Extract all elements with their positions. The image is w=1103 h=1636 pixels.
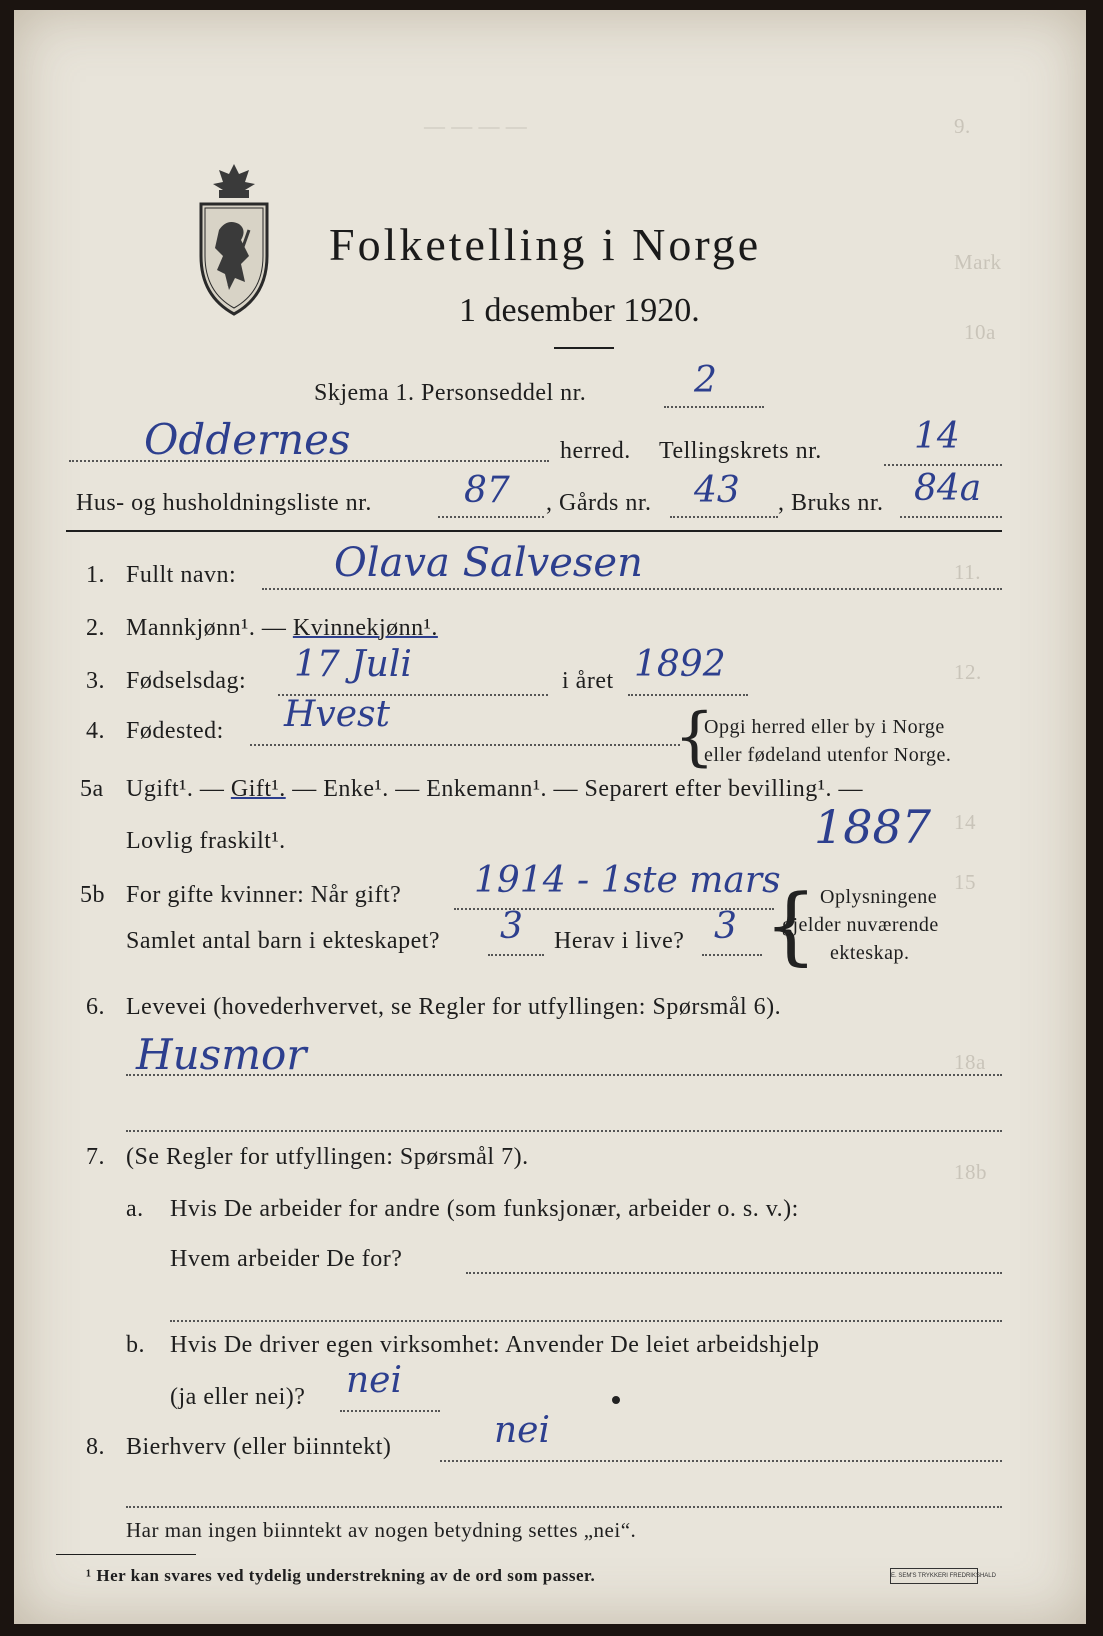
- husholdningsliste-field-line: [438, 516, 544, 518]
- bruks-label: , Bruks nr.: [778, 490, 884, 516]
- q5a-line2: Lovlig fraskilt¹.: [126, 828, 286, 854]
- header-divider: [66, 530, 1002, 532]
- q4-field-line: [250, 744, 680, 746]
- q5a-options: [126, 776, 863, 803]
- norwegian-coat-of-arms-icon: [189, 160, 279, 320]
- q3-value: 17 Juli: [294, 644, 412, 685]
- q5a-annotation: 1887: [814, 800, 932, 854]
- q4-number: 4.: [86, 718, 105, 744]
- q2-kvinnekjonn: Kvinnekjønn¹.: [292, 615, 438, 641]
- q3-label: Fødselsdag:: [126, 668, 247, 694]
- q5a-rest: — Enke¹. — Enkemann¹. — Separert efter bevilling¹. —: [285, 776, 863, 802]
- q8-field-line-2: [126, 1506, 1002, 1508]
- q7a-text2: Hvem arbeider De for?: [170, 1246, 403, 1272]
- q8-field-line-1: [440, 1460, 1002, 1462]
- gards-value: 43: [694, 470, 740, 511]
- q3-year-field-line: [628, 694, 748, 696]
- husholdningsliste-value: 87: [464, 470, 510, 511]
- form-title: Folketelling i Norge: [329, 219, 762, 270]
- personseddel-field-line: [664, 406, 764, 408]
- q6-field-line-2: [126, 1130, 1002, 1132]
- q7b-field-line: [340, 1410, 440, 1412]
- gards-label: , Gårds nr.: [546, 490, 652, 516]
- q5b-live-value: 3: [714, 906, 737, 947]
- q7a-letter: a.: [126, 1196, 144, 1222]
- q1-number: 1.: [86, 562, 105, 588]
- q4-brace: {: [674, 700, 715, 774]
- q2-mannkjonn: Mannkjønn¹. —: [126, 615, 293, 641]
- q5b-barn-label: Samlet antal barn i ekteskapet?: [126, 928, 441, 954]
- printer-stamp: E. SEM'S TRYKKERI FREDRIKSHALD: [890, 1568, 978, 1584]
- ink-dot: [612, 1396, 620, 1404]
- tellingskrets-value: 14: [914, 416, 960, 457]
- gards-field-line: [670, 516, 778, 518]
- q7b-value: nei: [346, 1360, 403, 1401]
- footnote: ¹ Her kan svares ved tydelig understrekning av de ord som passer.: [86, 1566, 596, 1585]
- q6-value: Husmor: [136, 1030, 307, 1079]
- q5b-brace: {: [764, 876, 818, 974]
- skjema-label: Skjema 1. Personseddel nr.: [314, 380, 587, 406]
- q3-number: 3.: [86, 668, 105, 694]
- q7b-text: Hvis De driver egen virksomhet: Anvender De leiet arbeidshjelp: [170, 1332, 820, 1358]
- q5b-note-1: Oplysningene: [820, 886, 938, 908]
- q5b-barn-field-line: [488, 954, 544, 956]
- tellingskrets-label: Tellingskrets nr.: [659, 438, 822, 464]
- q5b-note-3: ekteskap.: [830, 942, 910, 964]
- form-date: 1 desember 1920.: [459, 292, 700, 329]
- q7b-text2: (ja eller nei)?: [170, 1384, 306, 1410]
- q6-number: 6.: [86, 994, 105, 1020]
- q2-options: [126, 615, 438, 642]
- husholdningsliste-label: Hus- og husholdningsliste nr.: [76, 490, 372, 516]
- bruks-field-line: [900, 516, 1002, 518]
- footnote-divider: [56, 1554, 196, 1555]
- q5b-barn-value: 3: [500, 906, 523, 947]
- q6-field-line-1: [126, 1074, 1002, 1076]
- census-form-page: 9. — — — — Mark 10a 11. 12. 14 15 18a 18b Folketelling i Norge 1 desember 1920. Skjema 1. Personseddel nr. 2 Oddernes herred. Tellingskrets nr. 14 Hus- og husholdningsliste nr. 87 , Gårds nr. 43 , Bruks nr. 84a 1. Fullt navn: Olava Salvesen 2. Mannkjønn¹. — Kvinnekjønn¹. 3. Fødselsdag: 17 Juli i året 1892 4. Fødested: Hvest { Opgi herred eller by i Norge eller fødeland utenfor Norge. 5a Ugift¹. — Gift¹. — Enke¹. — Enkemann¹. — Separert efter bevilling¹. — Lovlig fraskilt¹. 1887 5b For gifte kvinner: Når gift? 1914 - 1ste mars Samlet antal barn i ekteskapet? 3 Herav i live? 3 { Oplysningene gjelder nuværende ekteskap. 6. Levevei (hovederhvervet, se Regler for utfyllingen: Spørsmål 6). Husmor 7. (Se Regler for utfyllingen: Spørsmål 7). a. Hvis De arbeider for andre (som funksjonær, arbeider o. s. v.): Hvem arbeider De for? b. Hvis De driver egen virksomhet: Anvender De leiet arbeidshjelp (ja eller nei)? nei 8. Bierhverv (eller biinntekt) nei Har man ingen biinntekt av nogen betydning settes „nei“. ¹ Her kan svares ved tydelig understrekning av de ord som passer. E. SEM'S TRYKKERI FREDRIKSHALD: [14, 10, 1086, 1624]
- herred-value: Oddernes: [144, 415, 351, 464]
- q5a-number: 5a: [80, 776, 104, 802]
- q7b-letter: b.: [126, 1332, 145, 1358]
- q8-value: nei: [494, 1410, 551, 1451]
- tellingskrets-field-line: [884, 464, 1002, 466]
- q4-note-1: Opgi herred eller by i Norge: [704, 716, 945, 738]
- q5b-number: 5b: [80, 882, 105, 908]
- q3-year-value: 1892: [634, 644, 726, 685]
- q5b-live-field-line: [702, 954, 762, 956]
- q1-value: Olava Salvesen: [334, 540, 643, 586]
- q8-number: 8.: [86, 1434, 105, 1460]
- q7a-field-line-1: [466, 1272, 1002, 1274]
- q5a-gift: Gift¹.: [230, 776, 286, 802]
- q5b-live-label: Herav i live?: [554, 928, 685, 954]
- bruks-value: 84a: [914, 468, 982, 509]
- q7a-field-line-2: [170, 1320, 1002, 1322]
- q4-value: Hvest: [284, 694, 390, 735]
- title-divider: [554, 347, 614, 349]
- q7a-text: Hvis De arbeider for andre (som funksjonær, arbeider o. s. v.):: [170, 1196, 799, 1222]
- q4-label: Fødested:: [126, 718, 224, 744]
- q3-year-label: i året: [562, 668, 614, 694]
- q1-label: Fullt navn:: [126, 562, 237, 588]
- q5b-value: 1914 - 1ste mars: [474, 860, 781, 901]
- herred-label: herred.: [560, 438, 631, 464]
- q7-number: 7.: [86, 1144, 105, 1170]
- q5b-label: For gifte kvinner: Når gift?: [126, 882, 402, 908]
- personseddel-value: 2: [694, 360, 717, 401]
- q8-label: Bierhverv (eller biinntekt): [126, 1434, 392, 1460]
- q8-note: Har man ingen biinntekt av nogen betydning settes „nei“.: [126, 1518, 637, 1542]
- q5b-note-2: gjelder nuværende: [782, 914, 939, 936]
- q1-field-line: [262, 588, 1002, 590]
- q4-note-2: eller fødeland utenfor Norge.: [704, 744, 952, 766]
- q6-label: Levevei (hovederhvervet, se Regler for utfyllingen: Spørsmål 6).: [126, 994, 782, 1020]
- q7-label: (Se Regler for utfyllingen: Spørsmål 7).: [126, 1144, 529, 1170]
- q5a-ugift: Ugift¹. —: [126, 776, 231, 802]
- q2-number: 2.: [86, 615, 105, 641]
